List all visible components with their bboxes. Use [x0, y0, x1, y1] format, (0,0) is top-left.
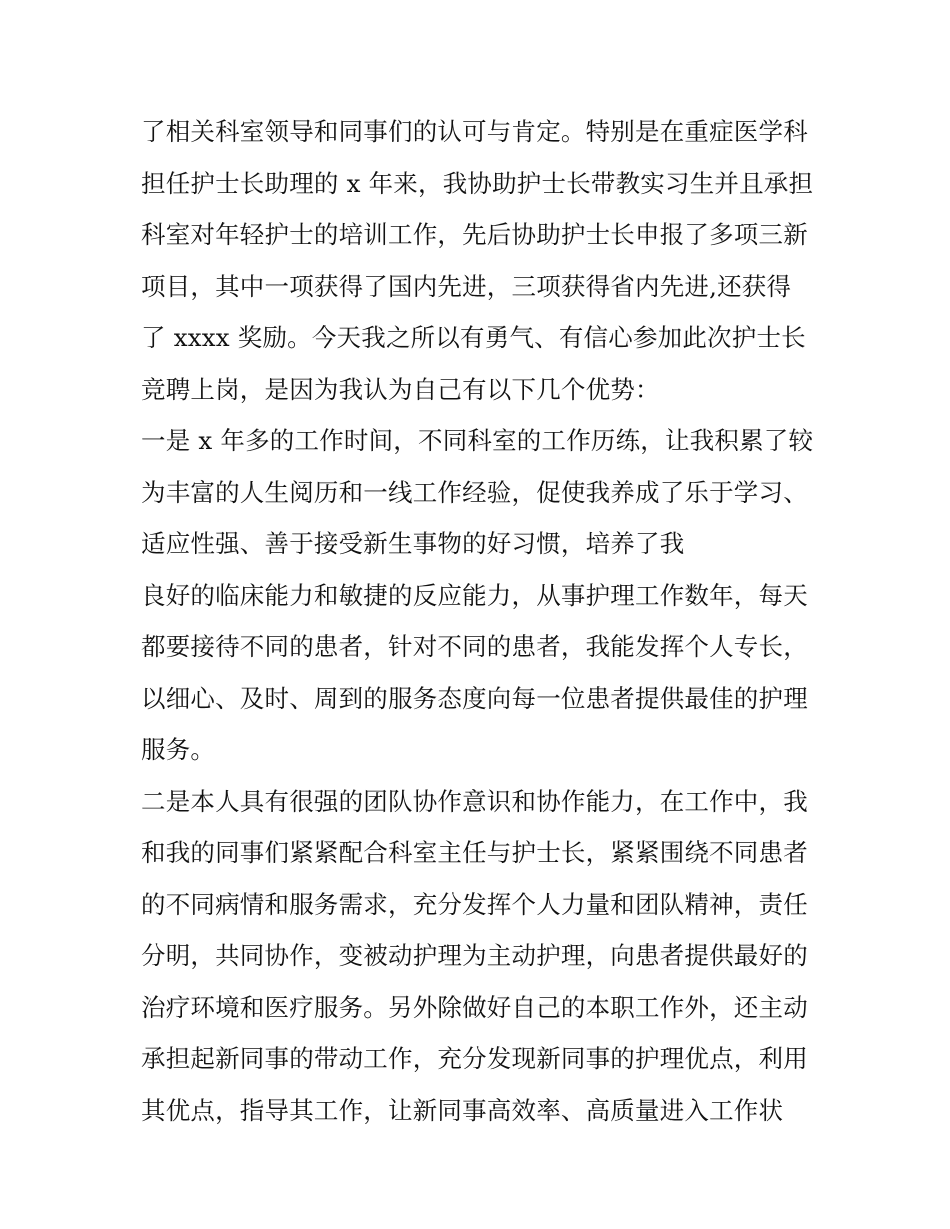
text-line: 以细心、及时、周到的服务态度向每一位患者提供最佳的护理 [141, 683, 808, 713]
text-line: 承担起新同事的带动工作，充分发现新同事的护理优点，利用 [141, 1044, 808, 1073]
text-line: 分明，共同协作，变被动护理为主动护理，向患者提供最好的 [141, 941, 808, 970]
text-line: 良好的临床能力和敏捷的反应能力，从事护理工作数年，每天 [141, 580, 808, 610]
text-line: 的不同病情和服务需求，充分发挥个人力量和团队精神，责任 [141, 889, 808, 919]
text-line: 其优点，指导其工作，让新同事高效率、高质量进入工作状 [141, 1095, 784, 1125]
text-line: 了相关科室领导和同事们的认可与肯定。特别是在重症医学科 [141, 117, 808, 146]
text-line: 竞聘上岗，是因为我认为自己有以下几个优势： [141, 374, 660, 404]
text-line: 适应性强、善于接受新生事物的好习惯，培养了我 [141, 529, 685, 558]
body-text [141, 106, 821, 1136]
text-line: 为丰富的人生阅历和一线工作经验，促使我养成了乐于学习、 [141, 477, 808, 507]
text-line: 担任护士长助理的 x 年来，我协助护士长带教实习生并且承担 [141, 168, 814, 198]
text-line: 项目，其中一项获得了国内先进，三项获得省内先进,还获得 [141, 271, 792, 301]
text-line: 二是本人具有很强的团队协作意识和协作能力，在工作中，我 [141, 786, 808, 816]
text-line: 了 xxxx 奖励。今天我之所以有勇气、有信心参加此次护士长 [141, 323, 806, 352]
text-line: 一是 x 年多的工作时间，不同科室的工作历练，让我积累了较 [141, 426, 814, 455]
text-line: 服务。 [141, 735, 216, 764]
text-line: 科室对年轻护士的培训工作，先后协助护士长申报了多项三新 [141, 220, 808, 249]
text-line: 和我的同事们紧紧配合科室主任与护士长，紧紧围绕不同患者 [141, 838, 808, 867]
text-line: 都要接待不同的患者，针对不同的患者，我能发挥个人专长， [141, 632, 808, 661]
text-line: 治疗环境和医疗服务。另外除做好自己的本职工作外，还主动 [141, 992, 808, 1022]
